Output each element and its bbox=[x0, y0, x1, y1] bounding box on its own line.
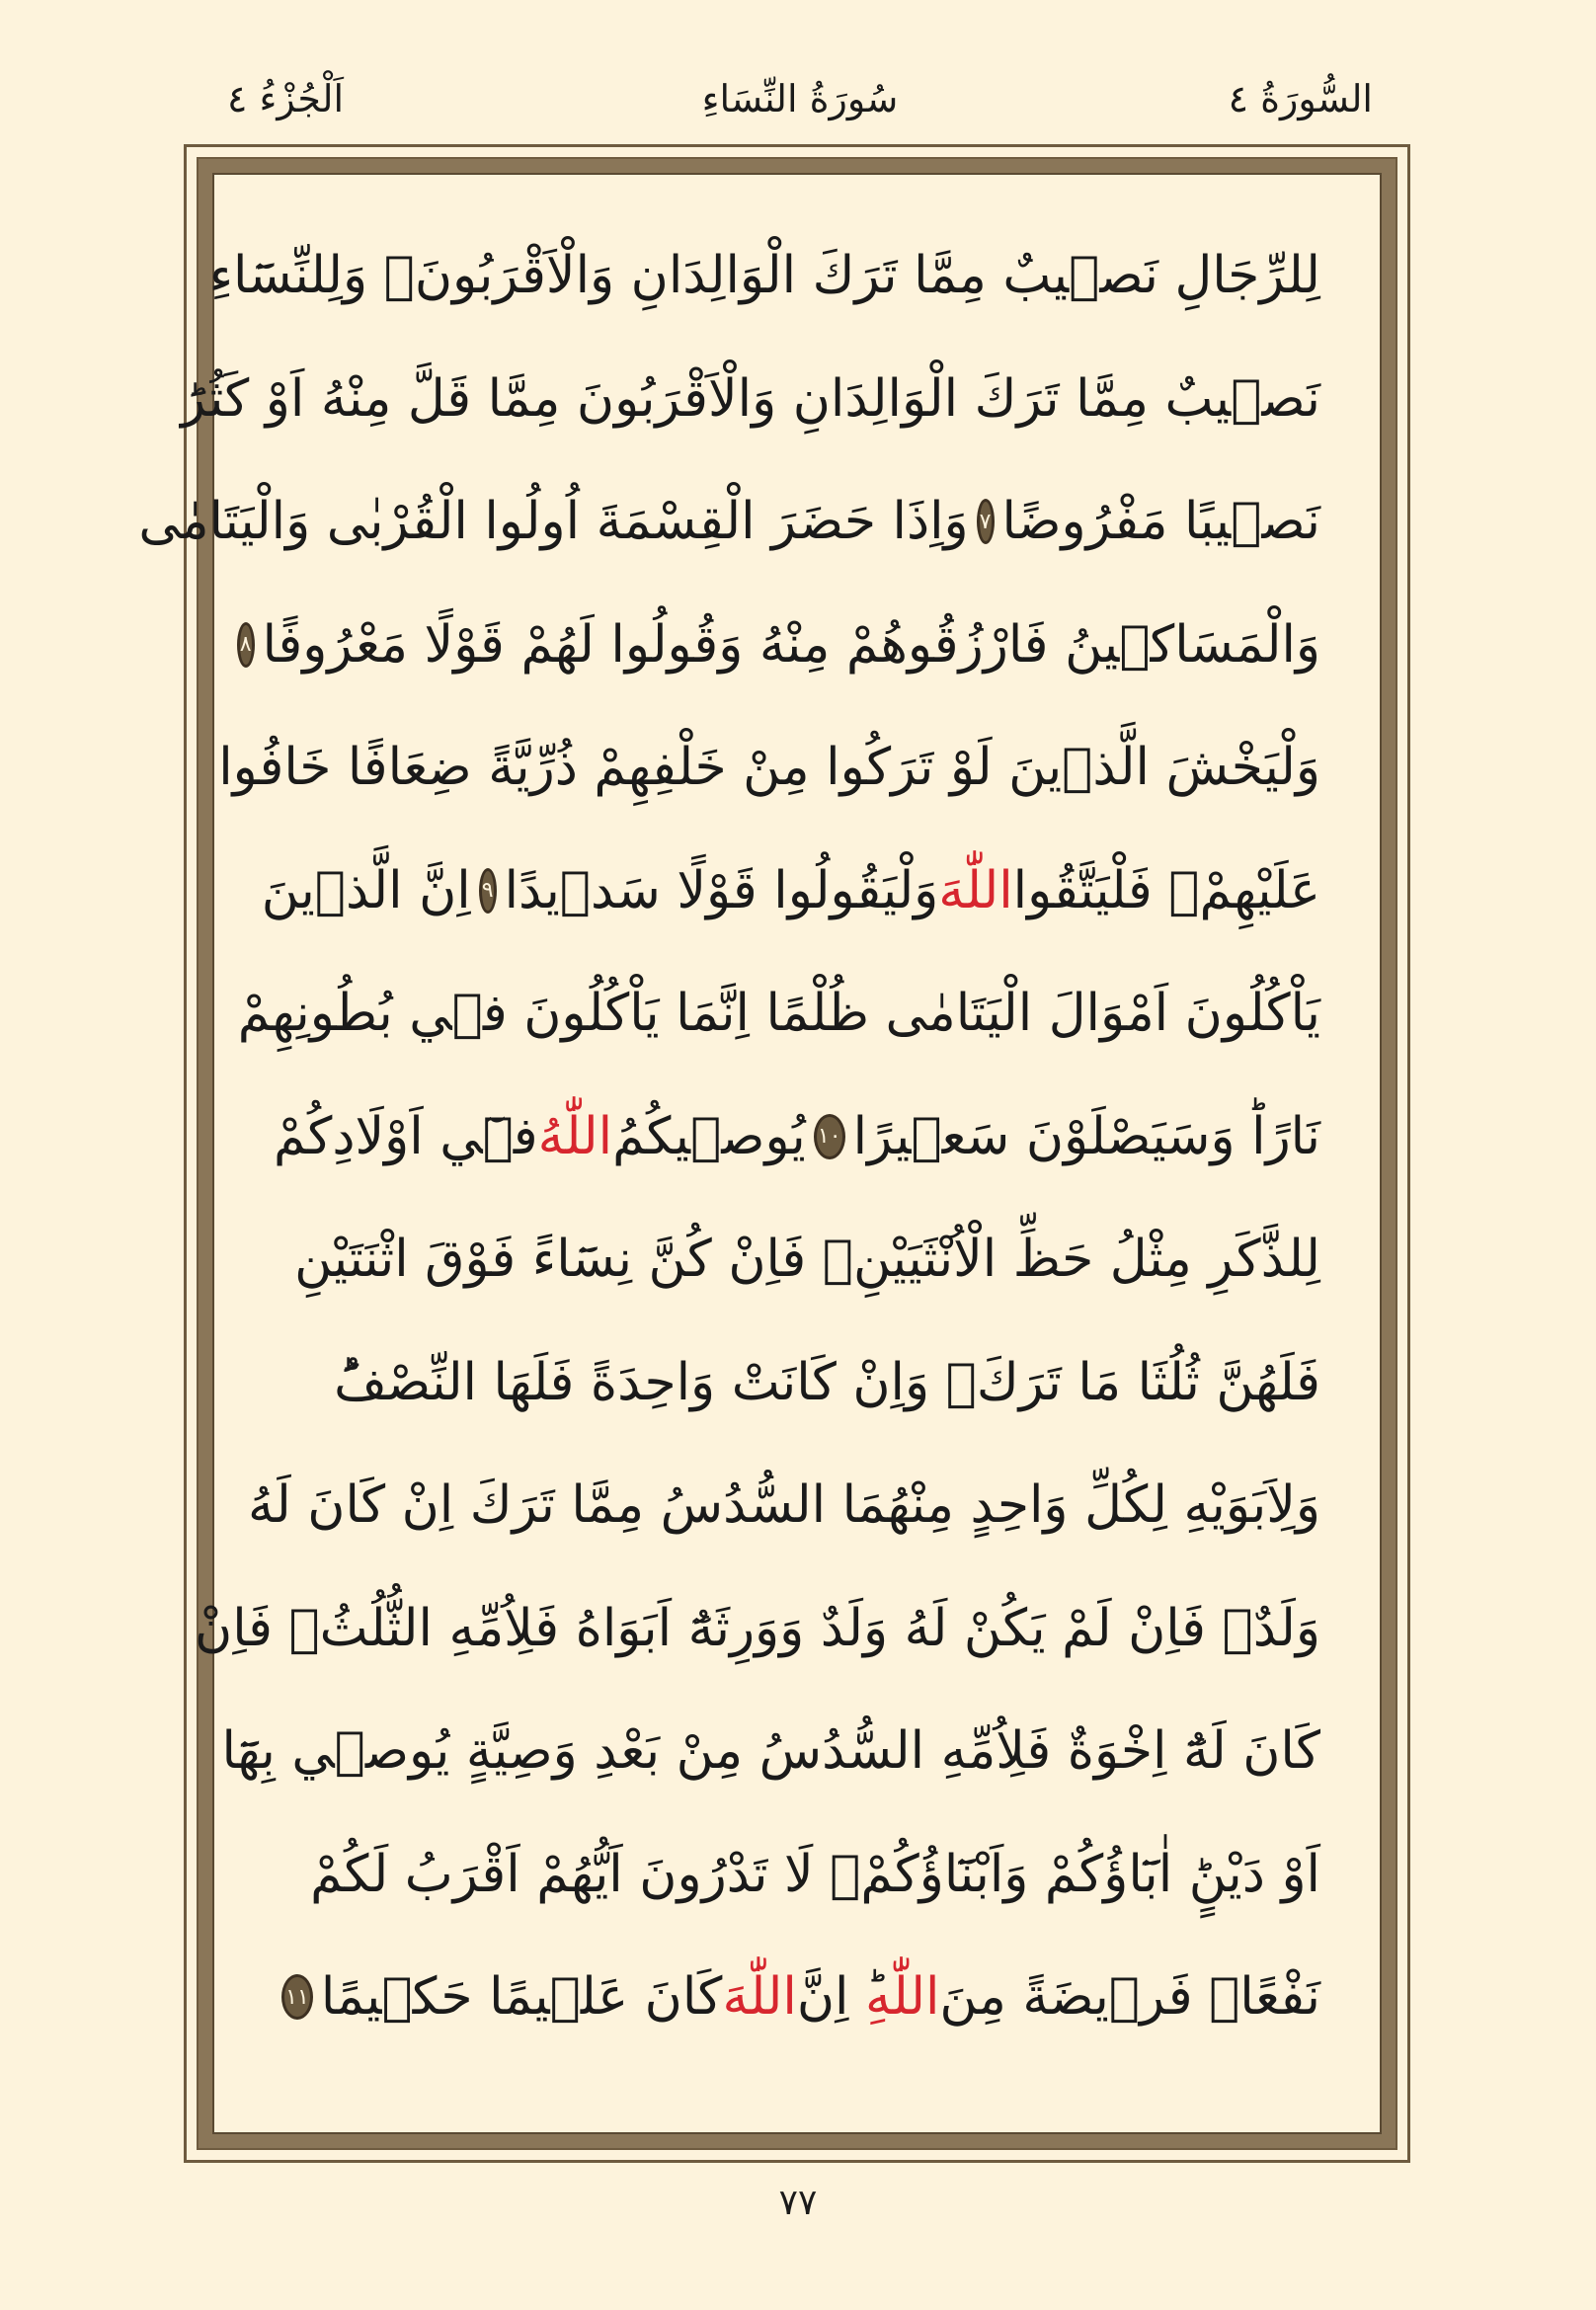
text-line bbox=[181, 338, 1320, 461]
verse-text: نَص۪يبًا مَفْرُوضًا bbox=[1001, 492, 1320, 552]
divine-name-text: اللّٰهَ bbox=[938, 860, 1013, 920]
text-line bbox=[274, 1075, 1320, 1199]
text-line bbox=[274, 1198, 1320, 1321]
text-panel bbox=[138, 173, 1382, 2134]
ayah-number-marker: ١٠ bbox=[814, 1114, 845, 1159]
page-number: ٧٧ bbox=[778, 2183, 818, 2223]
ayah-number-marker: ٧ bbox=[977, 499, 995, 544]
verse-text: اَوْ دَيْنٍؕ اٰبَٓاؤُكُمْ وَاَبْنَٓاؤُكُمْۚ لَا تَدْرُونَ اَيُّهُمْ اَقْرَبُ لَكُمْ bbox=[310, 1844, 1320, 1904]
page-header bbox=[227, 69, 1373, 128]
text-line bbox=[138, 460, 1320, 584]
verse-text: ف۪ٓي اَوْلَادِكُمْ bbox=[274, 1106, 538, 1166]
surah-name-title: سُورَةُ النِّسَاءِ bbox=[701, 77, 899, 120]
text-line bbox=[218, 706, 1320, 830]
juz-label: اَلْجُزْءُ ٤ bbox=[227, 77, 345, 120]
frame-border-band bbox=[138, 157, 1397, 2150]
verse-text: يَاْكُلُونَ اَمْوَالَ الْيَتَامٰى ظُلْمًا اِنَّمَا يَاْكُلُونَ ف۪ي بُطُونِهِمْ bbox=[237, 984, 1320, 1044]
surah-number-label: السُّورَةُ ٤ bbox=[1228, 77, 1373, 120]
verse-text: فَلَهُنَّ ثُلُثَا مَا تَرَكَۚ وَاِنْ كَانَتْ وَاحِدَةً فَلَهَا النِّصْفُؕ bbox=[334, 1352, 1320, 1412]
verse-text: وَلَدٌۚ فَاِنْ لَمْ يَكُنْ لَهُ وَلَدٌ وَوَرِثَهُٓ اَبَوَاهُ فَلِاُمِّهِ الثُّلُثُۚ فَاِنْ bbox=[195, 1598, 1320, 1658]
verse-text: يُوص۪يكُمُ bbox=[612, 1106, 806, 1166]
divine-name-text: اللّٰهُ bbox=[537, 1106, 613, 1166]
ayah-number-marker: ١١ bbox=[281, 1974, 313, 2020]
verse-text: كَانَ عَل۪يمًا حَك۪يمًا bbox=[320, 1967, 723, 2028]
text-line bbox=[261, 830, 1320, 953]
ayah-number-marker: ٨ bbox=[237, 622, 255, 668]
text-line bbox=[274, 1321, 1320, 1445]
verse-text: عَلَيْهِمْۖ فَلْيَتَّقُوا bbox=[1012, 860, 1320, 920]
verse-text: نَفْعًاۜ فَر۪يضَةً مِنَ bbox=[939, 1967, 1320, 2028]
divine-name-text: اللّٰهِ bbox=[865, 1967, 940, 2028]
verse-text: وَلِاَبَوَيْهِ لِكُلِّ وَاحِدٍ مِنْهُمَا السُّدُسُ مِمَّا تَرَكَ اِنْ كَانَ لَهُ bbox=[248, 1475, 1320, 1536]
quran-text-block bbox=[138, 214, 1320, 2093]
verse-text: اِنَّ الَّذ۪ينَ bbox=[261, 860, 471, 920]
divine-name-text: اللّٰهَ bbox=[722, 1967, 797, 2028]
verse-text: كَانَ لَهُٓ اِخْوَةٌ فَلِاُمِّهِ السُّدُسُ مِنْ بَعْدِ وَصِيَّةٍ يُوص۪ي بِهَٓا bbox=[221, 1721, 1320, 1782]
verse-text: وَلْيَخْشَ الَّذ۪ينَ لَوْ تَرَكُوا مِنْ خَلْفِهِمْ ذُرِّيَّةً ضِعَافًا خَافُوا bbox=[218, 738, 1320, 798]
verse-text: ؕ اِنَّ bbox=[796, 1967, 865, 2028]
verse-text: نَارًاؕ وَسَيَصْلَوْنَ سَع۪يرًا bbox=[852, 1106, 1320, 1166]
text-line bbox=[221, 1690, 1320, 1813]
text-line bbox=[237, 952, 1320, 1075]
text-line bbox=[274, 1936, 1320, 2059]
ayah-number-marker: ٩ bbox=[479, 868, 497, 914]
page-frame bbox=[138, 144, 1410, 2163]
text-line bbox=[195, 1567, 1320, 1691]
text-line bbox=[208, 214, 1320, 338]
verse-text: لِلذَّكَرِ مِثْلُ حَظِّ الْاُنْثَيَيْنِۚ فَاِنْ كُنَّ نِسَٓاءً فَوْقَ اثْنَتَيْنِ bbox=[294, 1230, 1320, 1290]
text-line bbox=[239, 584, 1320, 707]
text-line bbox=[248, 1444, 1320, 1567]
verse-text: وَلْيَقُولُوا قَوْلًا سَد۪يدًا bbox=[504, 860, 939, 920]
verse-text: لِلرِّجَالِ نَص۪يبٌ مِمَّا تَرَكَ الْوَالِدَانِ وَالْاَقْرَبُونَۖ وَلِلنِّسَٓاءِ bbox=[208, 246, 1320, 306]
text-line bbox=[274, 1813, 1320, 1937]
verse-text: وَاِذَا حَضَرَ الْقِسْمَةَ اُولُوا الْقُرْبٰى وَالْيَتَامٰى bbox=[138, 492, 969, 552]
verse-text: وَالْمَسَاك۪ينُ فَارْزُقُوهُمْ مِنْهُ وَقُولُوا لَهُمْ قَوْلًا مَعْرُوفًا bbox=[262, 614, 1320, 675]
verse-text: نَص۪يبٌ مِمَّا تَرَكَ الْوَالِدَانِ وَالْاَقْرَبُونَ مِمَّا قَلَّ مِنْهُ اَوْ كَثُرَؕ bbox=[181, 368, 1320, 429]
